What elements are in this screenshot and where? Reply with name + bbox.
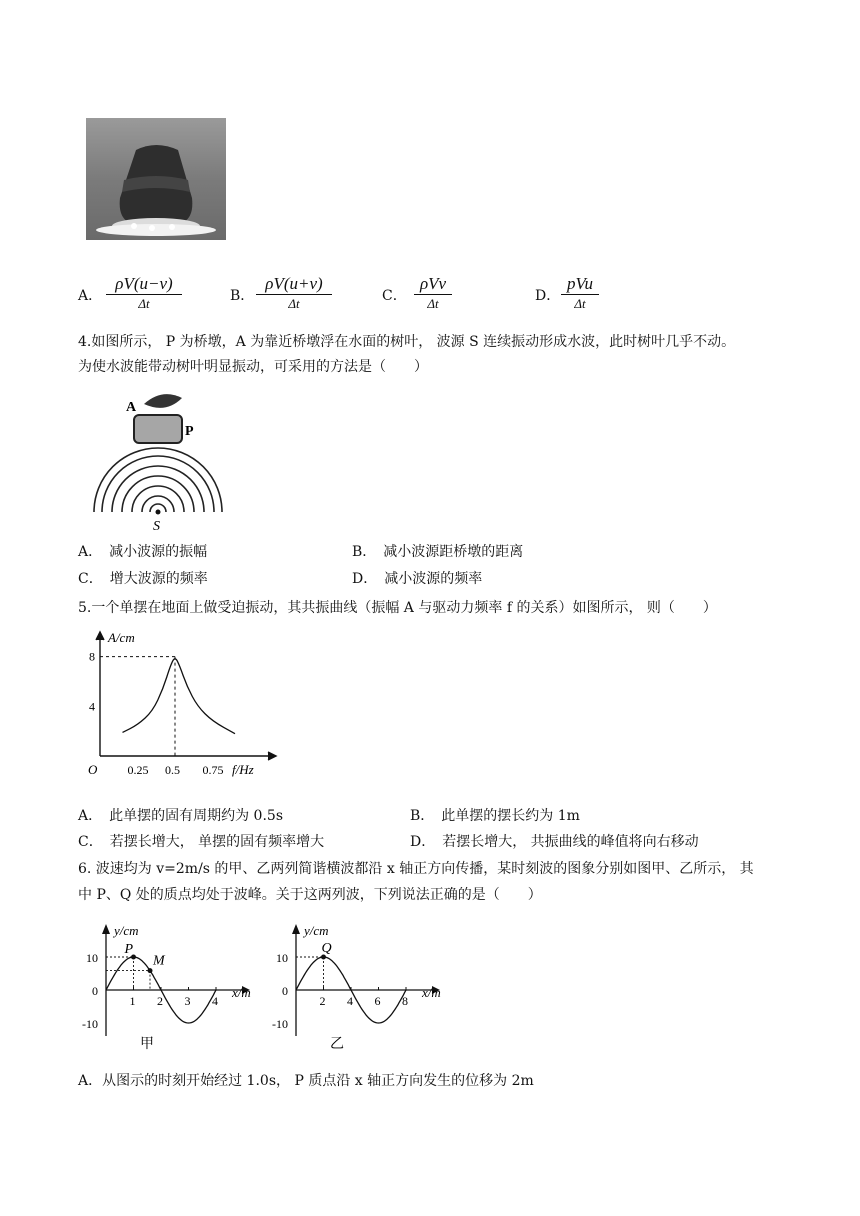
wave-xtick: 6: [374, 994, 381, 1008]
q4-option-c: C． 增大波源的频率: [78, 571, 208, 587]
q3-option-a-formula: ρV(u−v) Δt: [106, 274, 182, 313]
q5-option-a: A． 此单摆的固有周期约为 0.5s: [78, 808, 284, 824]
wave-xtick: 8: [402, 994, 408, 1008]
fig-label-s: S: [153, 519, 160, 534]
leaf-icon: [144, 394, 182, 408]
q5-stem: 5.一个单摆在地面上做受迫振动，其共振曲线（振幅 A 与驱动力频率 f 的关系）如图所示， 则（ ）: [78, 600, 717, 616]
res-xtick: 0.75: [202, 763, 224, 777]
res-ylabel: A/cm: [108, 630, 135, 645]
wave-ylabel: y/cm: [304, 923, 329, 938]
q4-option-d: D． 减小波源的频率: [352, 571, 483, 587]
wave-xlabel: x/m: [232, 985, 251, 1000]
q6-stem-line1: 6. 波速均为 v=2m/s 的甲、乙两列简谐横波都沿 x 轴正方向传播，某时刻波的图象分别如图甲、乙所示， 其: [78, 861, 754, 877]
wave-source-dot: [156, 510, 161, 515]
q3-option-b-label: B．: [230, 288, 255, 304]
wave-point-label-p: P: [124, 942, 134, 957]
q3-option-b-formula: ρV(u+v) Δt: [256, 274, 332, 313]
q4-option-b: B． 减小波源距桥墩的距离: [352, 544, 524, 560]
res-xtick: 0.5: [165, 763, 180, 777]
q5-option-d: D． 若摆长增大， 共振曲线的峰值将向右移动: [410, 834, 699, 850]
wave-xtick: 1: [129, 994, 136, 1008]
wave-caption: 甲: [140, 1037, 154, 1052]
wave-xtick: 2: [157, 994, 163, 1008]
q3-option-c-formula: ρVv Δt: [414, 274, 452, 313]
fig-label-p: P: [185, 424, 194, 439]
wave-xtick: 4: [347, 994, 353, 1008]
wave-ytick: -10: [272, 1017, 288, 1031]
wave-xtick: 2: [319, 994, 326, 1008]
wave-ytick: 0: [92, 984, 98, 998]
wave-ytick: -10: [82, 1017, 98, 1031]
wave-point-label-m: M: [153, 953, 165, 969]
wave-caption: 乙: [330, 1037, 344, 1052]
q4-stem-line2: 为使水波能带动树叶明显振动，可采用的方法是（ ）: [78, 359, 428, 375]
pier-block: [134, 415, 182, 443]
resonance-axes: [96, 632, 276, 760]
wave-ylabel: y/cm: [114, 923, 139, 938]
q5-option-b: B． 此单摆的摆长约为 1m: [410, 808, 580, 824]
q3-option-d-label: D．: [535, 288, 561, 304]
q5-option-c: C． 若摆长增大， 单摆的固有频率增大: [78, 834, 325, 850]
fig-label-a: A: [126, 400, 137, 415]
res-ytick: 4: [89, 699, 95, 714]
wave-xtick: 4: [212, 994, 218, 1008]
wave-point-label-q: Q: [321, 941, 332, 956]
wave-point-m: [148, 968, 153, 973]
wave-y-arrow: [292, 924, 300, 934]
res-origin: O: [88, 762, 98, 777]
q4-option-a: A． 减小波源的振幅: [78, 544, 208, 560]
q3-option-a-label: A．: [78, 288, 103, 304]
q4-stem-line1: 4.如图所示， P 为桥墩，A 为靠近桥墩浮在水面的树叶， 波源 S 连续振动形成水波，此时树叶几乎不动。: [78, 334, 736, 350]
wave-xlabel: x/m: [422, 985, 441, 1000]
q3-option-d-formula: pVu Δt: [561, 274, 599, 313]
wave-ytick: 0: [282, 984, 288, 998]
wave-chart-jia: [80, 918, 260, 1053]
wave-ytick: 10: [86, 951, 98, 965]
wave-ytick: 10: [276, 951, 288, 965]
res-xlabel: f/Hz: [232, 762, 254, 777]
resonance-curve: [123, 659, 236, 734]
res-ytick: 8: [89, 649, 95, 664]
resonance-chart: [86, 628, 286, 783]
q6-option-a: A．从图示的时刻开始经过 1.0s， P 质点沿 x 轴正方向发生的位移为 2m: [78, 1073, 534, 1089]
q3-option-c-label: C．: [382, 288, 407, 304]
wave-xtick: 3: [184, 994, 191, 1008]
wave-chart-yi: [270, 918, 450, 1053]
q4-figure: [86, 388, 234, 536]
capsule-photo: [86, 118, 226, 240]
q6-stem-line2: 中 P、Q 处的质点均处于波峰。关于这两列波，下列说法正确的是（ ）: [78, 887, 542, 903]
res-xtick: 0.25: [127, 763, 149, 777]
wave-y-arrow: [102, 924, 110, 934]
